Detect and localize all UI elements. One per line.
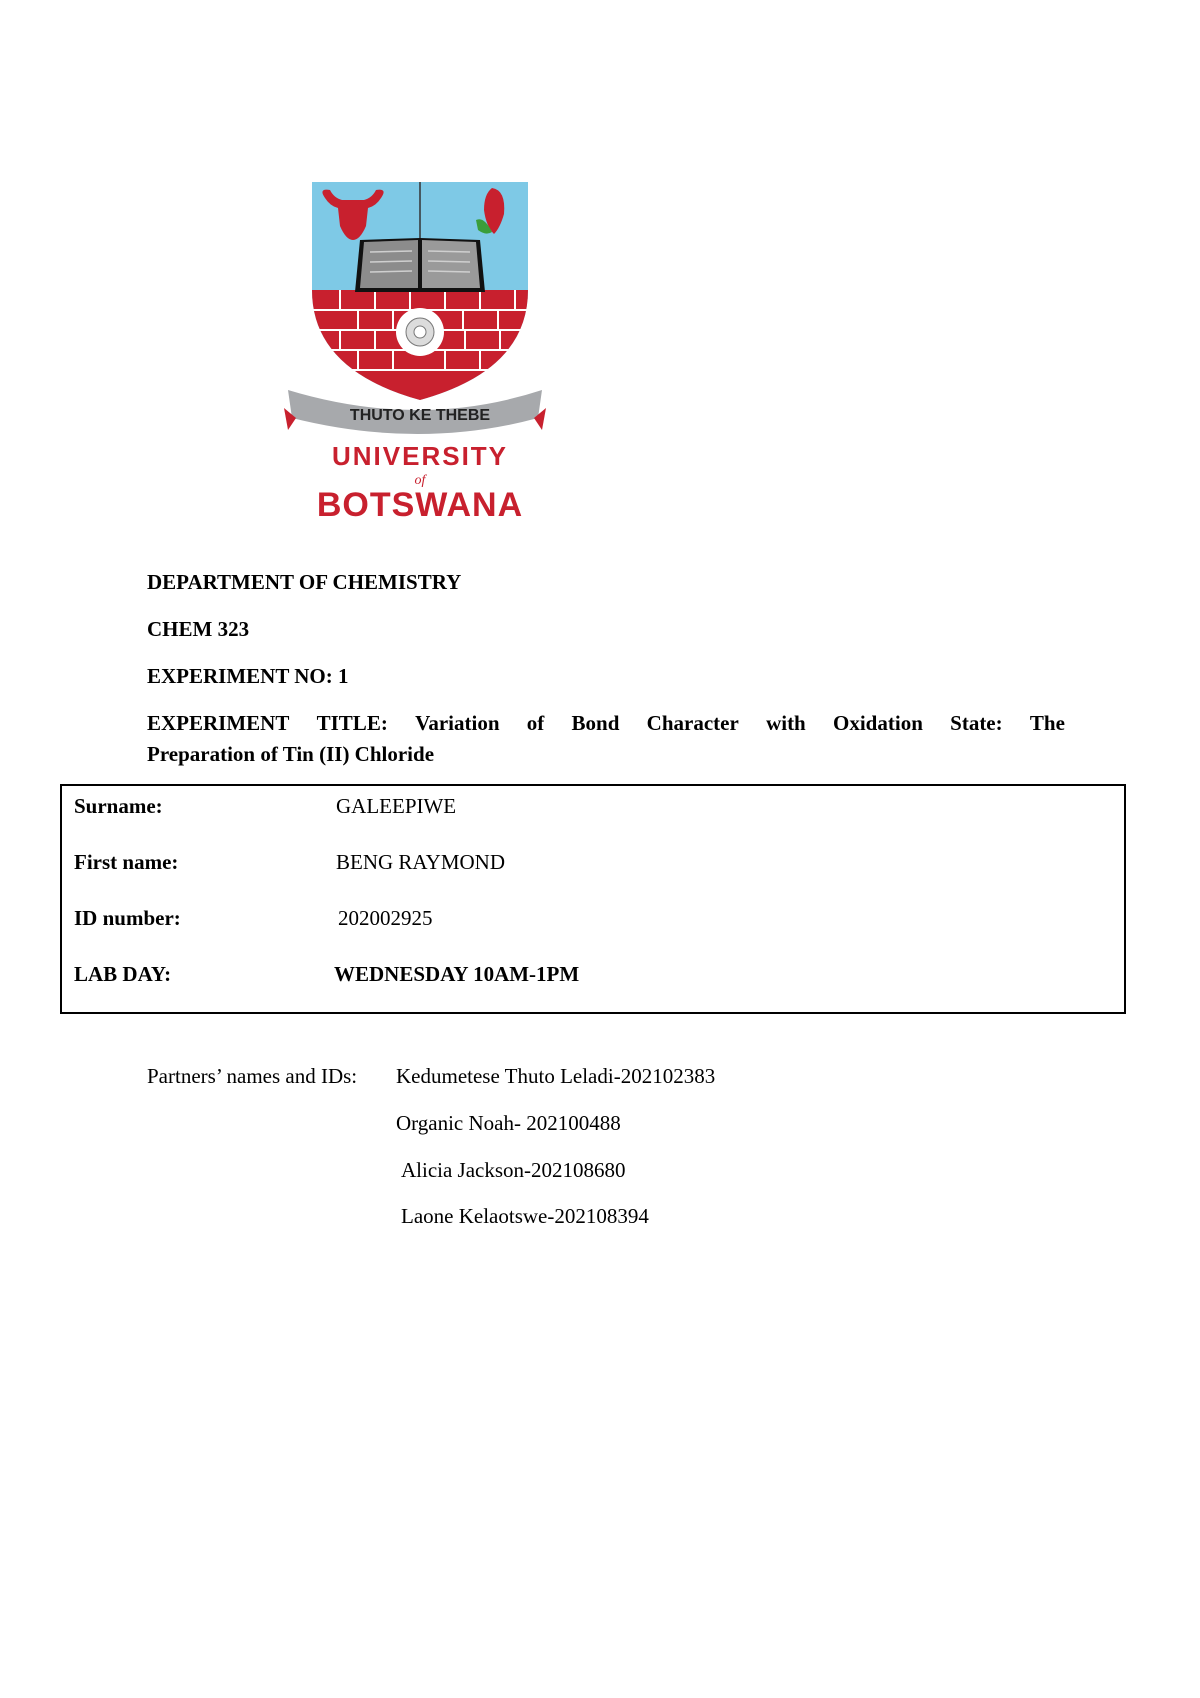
surname-label: Surname: [74, 794, 163, 818]
partners-label: Partners’ names and IDs: [147, 1064, 358, 1088]
course-code: CHEM 323 [147, 617, 250, 641]
experiment-title-word: Oxidation [833, 711, 923, 735]
book-icon [355, 238, 485, 292]
lab-day-value: WEDNESDAY 10AM-1PM [334, 962, 580, 986]
partner-entry: Organic Noah- 202100488 [396, 1111, 621, 1135]
experiment-title-word: with [766, 711, 806, 735]
experiment-number: EXPERIMENT NO: 1 [147, 664, 349, 688]
experiment-title-word: State: [950, 711, 1003, 735]
partner-entry: Laone Kelaotswe-202108394 [401, 1204, 649, 1228]
experiment-title-line1 [147, 708, 1065, 739]
partner-entry: Kedumetese Thuto Leladi-202102383 [396, 1064, 716, 1088]
experiment-title-word: of [526, 711, 545, 735]
partner-entry: Alicia Jackson-202108680 [401, 1158, 626, 1182]
student-info-box [60, 784, 1126, 1014]
sun-emblem-icon [396, 308, 444, 356]
lab-day-label: LAB DAY: [74, 962, 172, 986]
motto-text: THUTO KE THEBE [349, 407, 491, 424]
id-number-label: ID number: [74, 906, 181, 930]
experiment-title-word: Variation [415, 711, 500, 735]
experiment-title [147, 708, 1065, 770]
logo-name-top: UNIVERSITY [331, 441, 509, 471]
experiment-title-word: EXPERIMENT [147, 711, 290, 735]
experiment-title-word: The [1029, 711, 1065, 735]
logo-name-bottom: BOTSWANA [316, 486, 524, 520]
experiment-title-word: Character [646, 711, 739, 735]
logo-name-of: of [414, 473, 426, 488]
university-crest-icon [280, 180, 550, 520]
first-name-label: First name: [74, 850, 179, 874]
surname-value: GALEEPIWE [336, 794, 457, 818]
first-name-value: BENG RAYMOND [336, 850, 505, 874]
department-heading: DEPARTMENT OF CHEMISTRY [147, 570, 462, 594]
university-logo [280, 180, 550, 520]
id-number-value: 202002925 [338, 906, 433, 930]
experiment-title-line2: Preparation of Tin (II) Chloride [147, 742, 435, 766]
experiment-title-word: TITLE: [316, 711, 388, 735]
experiment-title-word: Bond [571, 711, 620, 735]
